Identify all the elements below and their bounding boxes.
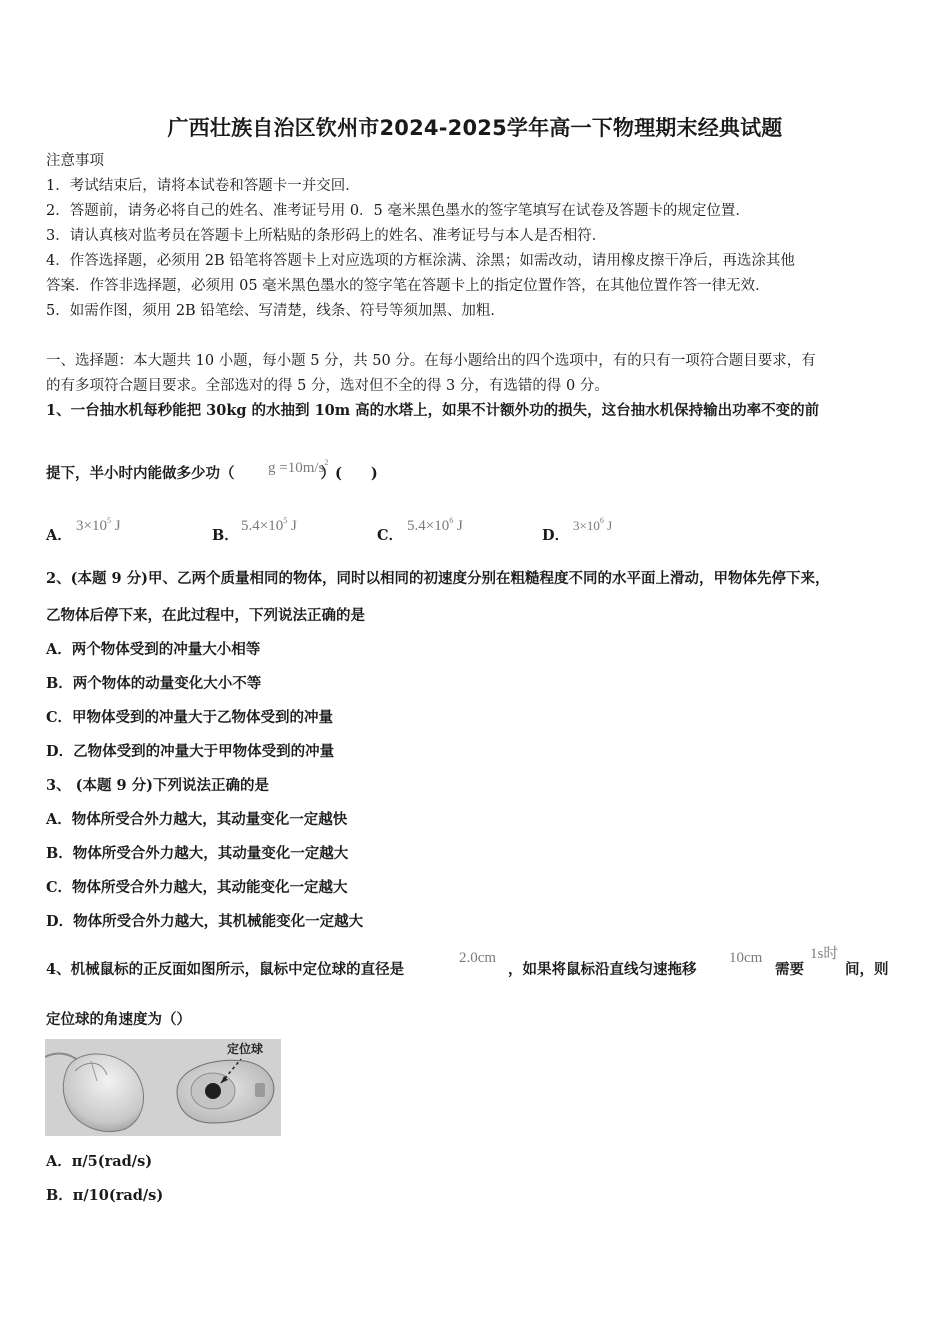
q3-option-b: B．物体所受合外力越大，其动量变化一定越大	[46, 845, 349, 862]
q2-stem: 2、(本题 9 分)甲、乙两个质量相同的物体，同时以相同的初速度分别在粗糙程度不同的水平面上滑动，甲物体先停下来，	[46, 570, 830, 587]
figure-label: 定位球	[227, 1042, 264, 1056]
q1-option-c-label: C．	[377, 527, 404, 544]
q1-stem-after: ）( )	[320, 465, 378, 482]
q4-stem-b: ，如果将鼠标沿直线匀速拖移	[508, 961, 697, 978]
q1-option-b-label: B．	[212, 527, 239, 544]
q1-g-formula: $g =10m/s^2$	[268, 458, 329, 476]
q1-stem-before: 提下，半小时内能做多少功（	[46, 465, 235, 482]
section-intro: 一、选择题：本大题共 10 小题，每小题 5 分，共 50 分。在每小题给出的四个选项中，有的只有一项符合题目要求，有	[46, 353, 816, 369]
q3-stem: 3、 (本题 9 分)下列说法正确的是	[46, 777, 270, 794]
section-intro: 的有多项符合题目要求。全部选对的得 5 分，选对但不全的得 3 分，有选错的得 0 分。	[46, 378, 609, 394]
q4-diameter: 2.0cm	[459, 950, 497, 966]
q1-option-a-label: A．	[46, 527, 72, 544]
notice-item: 5．如需作图，须用 2B 铅笔绘、写清楚，线条、符号等须加黑、加粗．	[46, 303, 505, 319]
q4-option-a: A．π/5(rad/s)	[46, 1153, 153, 1170]
notice-heading: 注意事项	[46, 153, 104, 169]
q1-option-c-value: $5.4\times 10^6$ J	[407, 516, 463, 534]
exam-title: 广西壮族自治区钦州市2024-2025学年高一下物理期末经典试题	[167, 116, 783, 140]
q1-option-b-value: $5.4\times 10^5$ J	[241, 516, 297, 534]
mouse-figure	[45, 1039, 281, 1136]
q3-option-c: C．物体所受合外力越大，其动能变化一定越大	[46, 879, 348, 896]
q1-option-d-value: $3\times 10^6$ J	[573, 516, 613, 533]
notice-item: 4．作答选择题，必须用 2B 铅笔将答题卡上对应选项的方框涂满、涂黑；如需改动，请用橡皮擦干净后，再选涂其他	[46, 253, 795, 269]
notice-item: 3．请认真核对监考员在答题卡上所粘贴的条形码上的姓名、准考证号与本人是否相符．	[46, 228, 607, 244]
tracking-ball	[205, 1083, 221, 1099]
q1-option-a-value: $3\times 10^5$ J	[76, 516, 121, 534]
q1-stem: 1、一台抽水机每秒能把 30kg 的水抽到 10m 高的水塔上，如果不计额外功的损失，这台抽水机保持输出功率不变的前	[46, 402, 820, 419]
q4-option-b: B．π/10(rad/s)	[46, 1187, 164, 1204]
q2-stem-2: 乙物体后停下来，在此过程中，下列说法正确的是	[46, 607, 365, 624]
q3-option-a: A．物体所受合外力越大，其动量变化一定越快	[46, 811, 348, 828]
notice-item: 1．考试结束后，请将本试卷和答题卡一并交回．	[46, 178, 360, 194]
q3-option-d: D．物体所受合外力越大，其机械能变化一定越大	[46, 913, 364, 930]
q4-distance: 10cm	[729, 950, 763, 966]
notice-item: 答案．作答非选择题，必须用 05 毫米黑色墨水的签字笔在答题卡上的指定位置作答，在其他位置作答一律无效．	[46, 278, 770, 294]
q4-stem-a: 4、机械鼠标的正反面如图所示，鼠标中定位球的直径是	[46, 961, 405, 978]
q4-stem-2: 定位球的角速度为（）	[46, 1011, 191, 1028]
q4-time: 1s时	[810, 946, 839, 962]
q2-option-a: A．两个物体受到的冲量大小相等	[46, 641, 261, 658]
notice-item: 2．答题前，请务必将自己的姓名、准考证号用 0．5 毫米黑色墨水的签字笔填写在试卷及答题卡的规定位置．	[46, 203, 750, 219]
mouse-illustration	[45, 1039, 281, 1136]
q4-stem-c: 需要	[775, 961, 804, 978]
q1-option-d-label: D．	[542, 527, 570, 544]
q2-option-c: C．甲物体受到的冲量大于乙物体受到的冲量	[46, 709, 334, 726]
q2-option-d: D．乙物体受到的冲量大于甲物体受到的冲量	[46, 743, 335, 760]
q4-stem-d: 间，则	[845, 961, 889, 978]
q2-option-b: B．两个物体的动量变化大小不等	[46, 675, 262, 692]
